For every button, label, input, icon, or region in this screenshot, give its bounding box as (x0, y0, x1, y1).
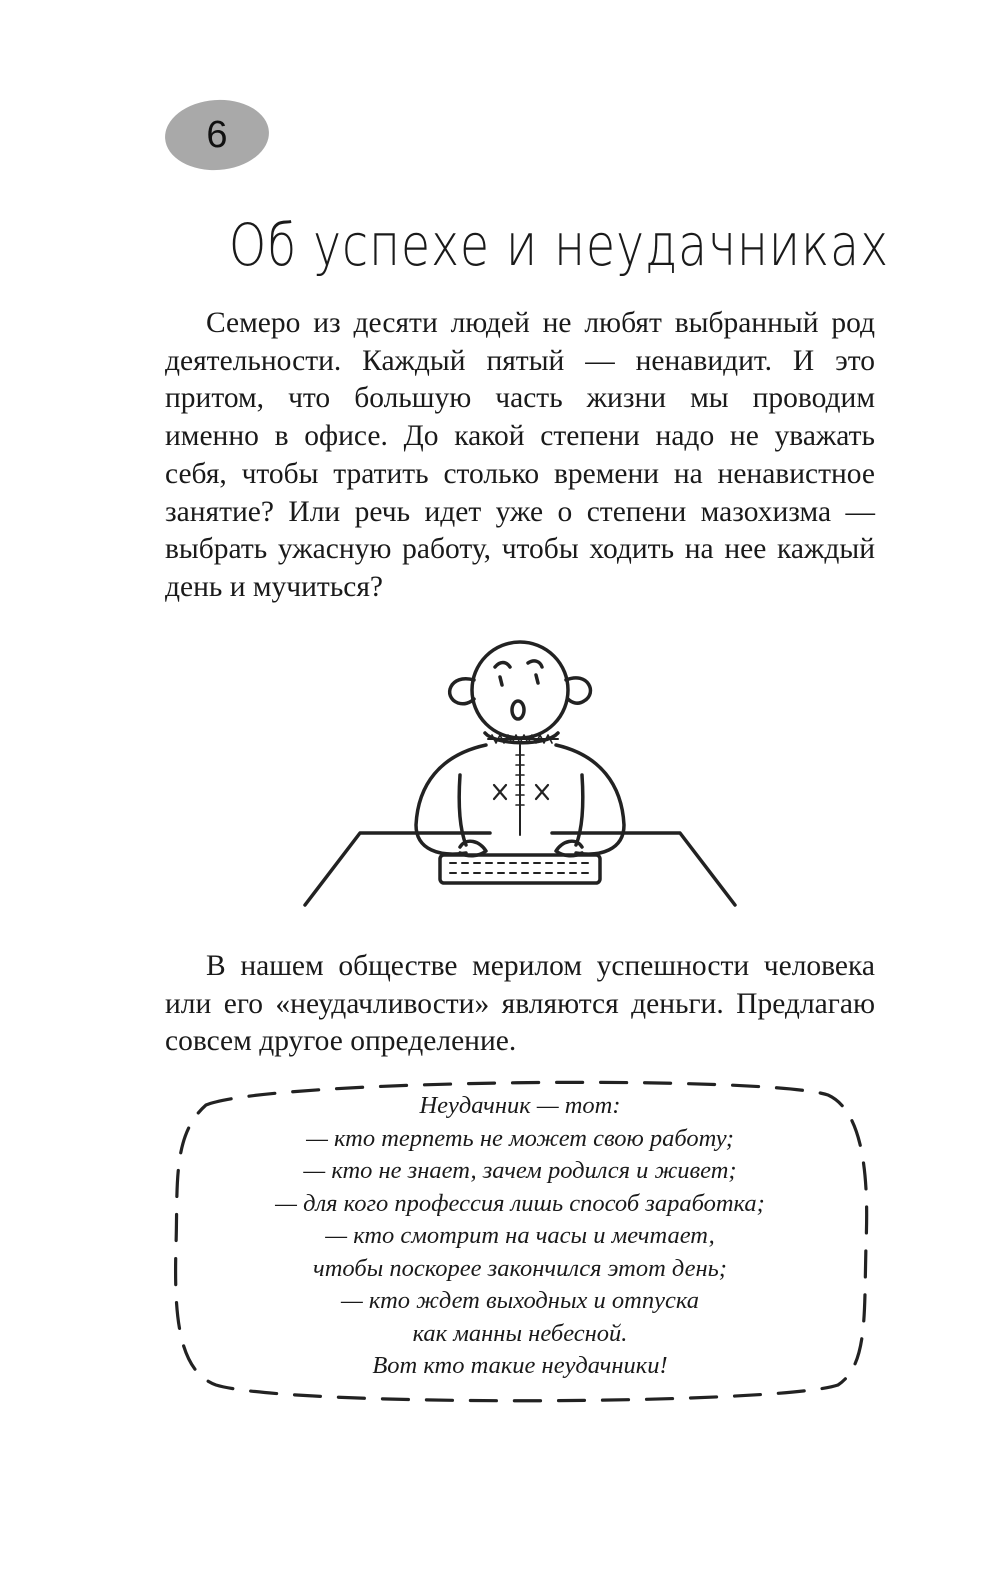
paragraph-definition: В нашем обществе мерилом успешности человека или его «неудачливости» являются деньги. Предлагаю совсем другое определение. (165, 950, 875, 1058)
quote-box (200, 1090, 840, 1383)
quote-line: как манны небесной. (412, 1319, 628, 1347)
quote-line: Вот кто такие неудачники! (372, 1352, 668, 1379)
chapter-number: 6 (206, 114, 228, 156)
quote-line: чтобы поскорее закончился этот день; (313, 1254, 727, 1282)
quote-line: — кто смотрит на часы и мечтает, (325, 1222, 715, 1249)
quote-line: Неудачник — тот: (419, 1092, 621, 1119)
quote-line: — кто не знает, зачем родился и живет; (303, 1157, 737, 1184)
paragraph-intro: Семеро из десяти людей не любят выбранный род деятельности. Каждый пятый — ненавидит. И это притом, что большую часть жизни мы проводим именно в офисе. До какой степени надо не уважать себя, чтобы тратить столько времени на ненавистное занятие? Или речь идет уже о степени мазохизма — выбрать ужасную работу, чтобы ходить на нее каждый день и мучиться? (165, 307, 875, 603)
office-worker-at-keyboard-icon (290, 635, 750, 915)
quote-line: — кто ждет выходных и отпуска (341, 1287, 699, 1314)
quote-line: — для кого профессия лишь способ заработка; (275, 1189, 765, 1217)
chapter-title: Об успехе и неудачниках (228, 211, 889, 279)
quote-line: — кто терпеть не может свою работу; (306, 1124, 734, 1152)
